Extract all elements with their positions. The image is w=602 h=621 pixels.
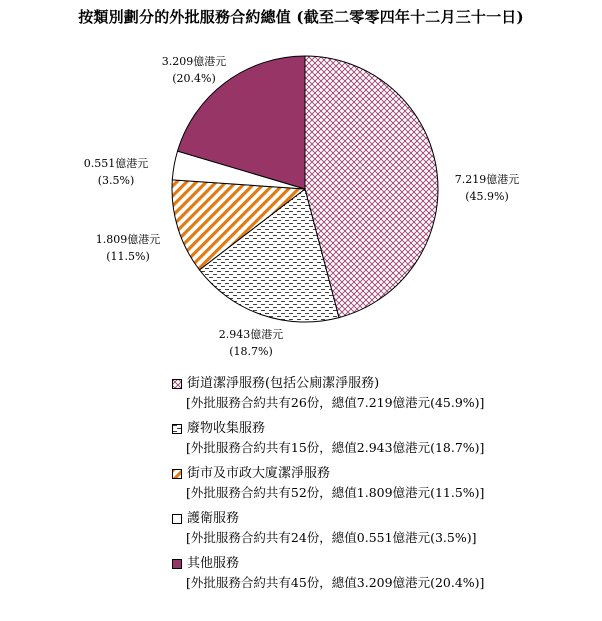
slice-percent-label: (11.5%) [106,250,150,263]
slice-value-label: 3.209億港元 [161,55,227,68]
legend-header [172,375,592,393]
legend-detail: [外批服務合約共有15份，總值2.943億港元(18.7%)] [186,440,485,455]
legend [172,375,592,600]
slice-value-label: 0.551億港元 [83,157,149,170]
legend-detail: [外批服務合約共有45份，總值3.209億港元(20.4%)] [186,575,485,590]
legend-swatch [172,514,182,524]
slice-value-label: 1.809億港元 [95,233,161,246]
slice-percent-label: (45.9%) [465,190,509,203]
legend-detail: [外批服務合約共有52份，總值1.809億港元(11.5%)] [186,485,485,500]
legend-swatch [172,559,182,569]
slice-value-label: 7.219億港元 [454,173,520,186]
legend-header [172,420,592,438]
legend-swatch [172,469,182,479]
legend-header [172,555,592,573]
legend-detail: [外批服務合約共有24份，總值0.551億港元(3.5%)] [186,530,477,545]
slice-percent-label: (3.5%) [97,174,135,187]
legend-label: 廢物收集服務 [187,421,266,436]
slice-percent-label: (20.4%) [172,72,216,85]
slice-percent-label: (18.7%) [229,345,273,358]
legend-item [172,465,592,503]
legend-header [172,510,592,528]
legend-item [172,510,592,548]
legend-header [172,465,592,483]
legend-item [172,555,592,593]
legend-label: 護衛服務 [187,511,240,526]
legend-label: 街道潔淨服務(包括公廁潔淨服務) [187,376,380,391]
chart-title: 按類別劃分的外批服務合約總值 (截至二零零四年十二月三十一日) [78,8,524,26]
legend-label: 街市及市政大廈潔淨服務 [187,466,331,481]
slice-value-label: 2.943億港元 [218,328,284,341]
legend-label: 其他服務 [187,556,240,571]
legend-detail: [外批服務合約共有26份，總值7.219億港元(45.9%)] [186,395,485,410]
legend-item [172,420,592,458]
legend-swatch [172,424,182,434]
legend-swatch [172,379,182,389]
legend-item [172,375,592,413]
